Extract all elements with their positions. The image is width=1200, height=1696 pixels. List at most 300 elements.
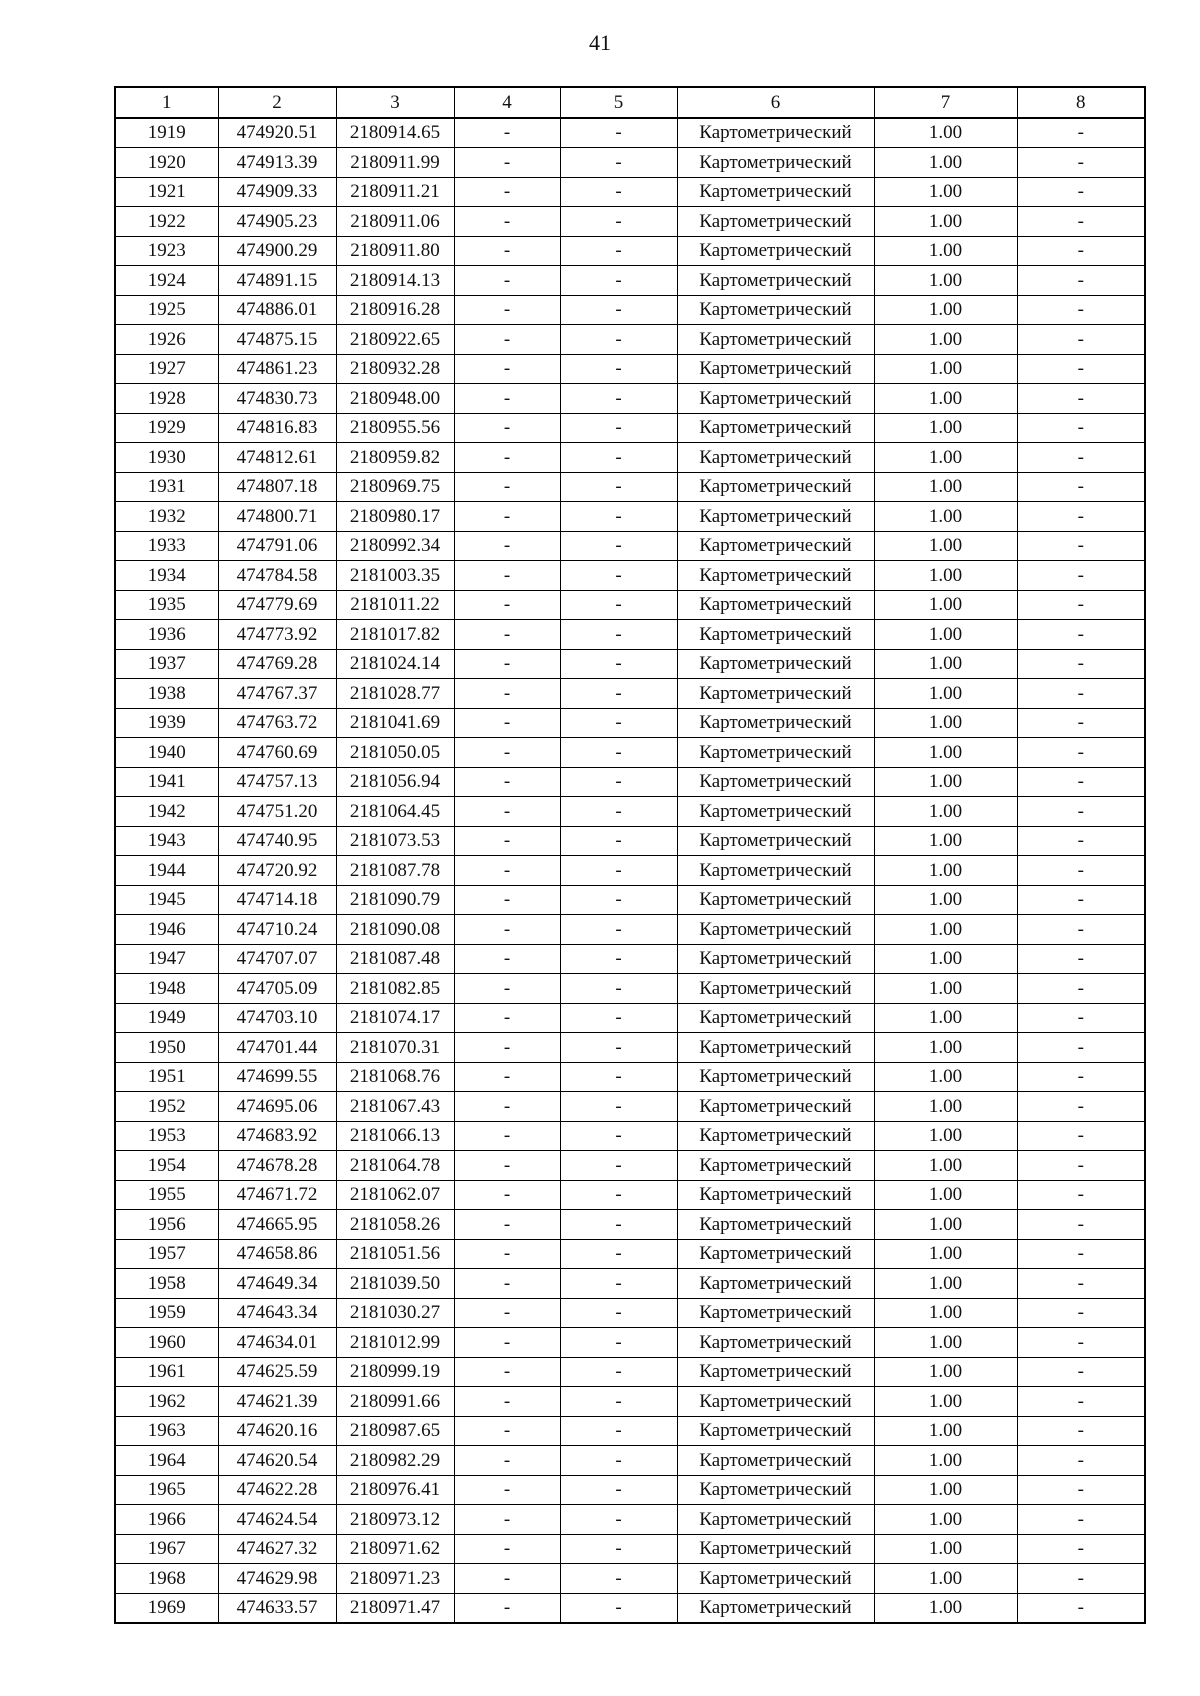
point-number-cell: 1922 xyxy=(115,207,218,237)
point-number-cell: 1948 xyxy=(115,974,218,1004)
table-row xyxy=(115,1003,1145,1033)
table-row xyxy=(115,118,1145,148)
col8-cell: - xyxy=(1017,1151,1145,1181)
page-number: 41 xyxy=(589,30,611,55)
col5-cell: - xyxy=(560,1062,677,1092)
point-number-cell: 1964 xyxy=(115,1446,218,1476)
y-coordinate-cell: 2180914.65 xyxy=(336,118,454,148)
x-coordinate-cell: 474701.44 xyxy=(218,1033,336,1063)
method-cell: Картометрический xyxy=(677,797,874,827)
y-coordinate-cell: 2181051.56 xyxy=(336,1239,454,1269)
point-number-cell: 1942 xyxy=(115,797,218,827)
table-row xyxy=(115,295,1145,325)
x-coordinate-cell: 474710.24 xyxy=(218,915,336,945)
y-coordinate-cell: 2181028.77 xyxy=(336,679,454,709)
x-coordinate-cell: 474678.28 xyxy=(218,1151,336,1181)
col8-cell: - xyxy=(1017,915,1145,945)
accuracy-cell: 1.00 xyxy=(874,649,1017,679)
accuracy-cell: 1.00 xyxy=(874,354,1017,384)
col8-cell: - xyxy=(1017,679,1145,709)
col8-cell: - xyxy=(1017,531,1145,561)
col8-cell: - xyxy=(1017,620,1145,650)
point-number-cell: 1919 xyxy=(115,118,218,148)
y-coordinate-cell: 2180911.21 xyxy=(336,177,454,207)
col5-cell: - xyxy=(560,384,677,414)
method-cell: Картометрический xyxy=(677,472,874,502)
accuracy-cell: 1.00 xyxy=(874,679,1017,709)
method-cell: Картометрический xyxy=(677,207,874,237)
col5-cell: - xyxy=(560,708,677,738)
accuracy-cell: 1.00 xyxy=(874,1269,1017,1299)
y-coordinate-cell: 2181087.48 xyxy=(336,944,454,974)
method-cell: Картометрический xyxy=(677,502,874,532)
col4-cell: - xyxy=(454,679,560,709)
table-row xyxy=(115,915,1145,945)
accuracy-cell: 1.00 xyxy=(874,974,1017,1004)
table-row xyxy=(115,1269,1145,1299)
col4-cell: - xyxy=(454,561,560,591)
accuracy-cell: 1.00 xyxy=(874,1446,1017,1476)
accuracy-cell: 1.00 xyxy=(874,502,1017,532)
table-row xyxy=(115,1357,1145,1387)
point-number-cell: 1947 xyxy=(115,944,218,974)
table-row xyxy=(115,1239,1145,1269)
x-coordinate-cell: 474671.72 xyxy=(218,1180,336,1210)
point-number-cell: 1968 xyxy=(115,1564,218,1594)
col5-cell: - xyxy=(560,1180,677,1210)
accuracy-cell: 1.00 xyxy=(874,708,1017,738)
x-coordinate-cell: 474760.69 xyxy=(218,738,336,768)
table-row xyxy=(115,1564,1145,1594)
accuracy-cell: 1.00 xyxy=(874,177,1017,207)
point-number-cell: 1959 xyxy=(115,1298,218,1328)
col4-cell: - xyxy=(454,1239,560,1269)
point-number-cell: 1928 xyxy=(115,384,218,414)
col8-cell: - xyxy=(1017,266,1145,296)
method-cell: Картометрический xyxy=(677,443,874,473)
table-row xyxy=(115,1298,1145,1328)
accuracy-cell: 1.00 xyxy=(874,1593,1017,1623)
table-row xyxy=(115,502,1145,532)
col4-cell: - xyxy=(454,413,560,443)
point-number-cell: 1939 xyxy=(115,708,218,738)
method-cell: Картометрический xyxy=(677,915,874,945)
accuracy-cell: 1.00 xyxy=(874,561,1017,591)
table-row xyxy=(115,325,1145,355)
accuracy-cell: 1.00 xyxy=(874,590,1017,620)
col5-cell: - xyxy=(560,1298,677,1328)
col8-cell: - xyxy=(1017,1475,1145,1505)
col8-cell: - xyxy=(1017,1121,1145,1151)
method-cell: Картометрический xyxy=(677,1121,874,1151)
x-coordinate-cell: 474707.07 xyxy=(218,944,336,974)
method-cell: Картометрический xyxy=(677,767,874,797)
col8-cell: - xyxy=(1017,738,1145,768)
table-row xyxy=(115,1505,1145,1535)
col5-cell: - xyxy=(560,649,677,679)
point-number-cell: 1944 xyxy=(115,856,218,886)
col4-cell: - xyxy=(454,915,560,945)
col8-cell: - xyxy=(1017,590,1145,620)
y-coordinate-cell: 2181068.76 xyxy=(336,1062,454,1092)
col4-cell: - xyxy=(454,1092,560,1122)
x-coordinate-cell: 474665.95 xyxy=(218,1210,336,1240)
col5-cell: - xyxy=(560,502,677,532)
method-cell: Картометрический xyxy=(677,561,874,591)
col5-cell: - xyxy=(560,1239,677,1269)
accuracy-cell: 1.00 xyxy=(874,738,1017,768)
point-number-cell: 1927 xyxy=(115,354,218,384)
y-coordinate-cell: 2181011.22 xyxy=(336,590,454,620)
col4-cell: - xyxy=(454,1121,560,1151)
method-cell: Картометрический xyxy=(677,1062,874,1092)
y-coordinate-cell: 2181024.14 xyxy=(336,649,454,679)
table-body xyxy=(115,118,1145,1624)
col4-cell: - xyxy=(454,1003,560,1033)
x-coordinate-cell: 474699.55 xyxy=(218,1062,336,1092)
point-number-cell: 1931 xyxy=(115,472,218,502)
col5-cell: - xyxy=(560,1033,677,1063)
col8-cell: - xyxy=(1017,236,1145,266)
accuracy-cell: 1.00 xyxy=(874,915,1017,945)
point-number-cell: 1952 xyxy=(115,1092,218,1122)
table-row xyxy=(115,443,1145,473)
method-cell: Картометрический xyxy=(677,590,874,620)
accuracy-cell: 1.00 xyxy=(874,1121,1017,1151)
accuracy-cell: 1.00 xyxy=(874,944,1017,974)
point-number-cell: 1957 xyxy=(115,1239,218,1269)
col8-cell: - xyxy=(1017,885,1145,915)
x-coordinate-cell: 474740.95 xyxy=(218,826,336,856)
table-row xyxy=(115,738,1145,768)
point-number-cell: 1936 xyxy=(115,620,218,650)
table-row xyxy=(115,1593,1145,1623)
accuracy-cell: 1.00 xyxy=(874,384,1017,414)
col8-cell: - xyxy=(1017,1180,1145,1210)
point-number-cell: 1924 xyxy=(115,266,218,296)
method-cell: Картометрический xyxy=(677,974,874,1004)
method-cell: Картометрический xyxy=(677,1534,874,1564)
accuracy-cell: 1.00 xyxy=(874,472,1017,502)
col4-cell: - xyxy=(454,826,560,856)
method-cell: Картометрический xyxy=(677,384,874,414)
accuracy-cell: 1.00 xyxy=(874,266,1017,296)
col8-cell: - xyxy=(1017,413,1145,443)
point-number-cell: 1938 xyxy=(115,679,218,709)
table-row xyxy=(115,236,1145,266)
x-coordinate-cell: 474816.83 xyxy=(218,413,336,443)
method-cell: Картометрический xyxy=(677,295,874,325)
x-coordinate-cell: 474920.51 xyxy=(218,118,336,148)
col4-cell: - xyxy=(454,177,560,207)
point-number-cell: 1943 xyxy=(115,826,218,856)
col5-cell: - xyxy=(560,738,677,768)
col4-cell: - xyxy=(454,590,560,620)
table-row xyxy=(115,856,1145,886)
table-row xyxy=(115,1387,1145,1417)
method-cell: Картометрический xyxy=(677,118,874,148)
point-number-cell: 1946 xyxy=(115,915,218,945)
x-coordinate-cell: 474695.06 xyxy=(218,1092,336,1122)
col8-cell: - xyxy=(1017,1033,1145,1063)
accuracy-cell: 1.00 xyxy=(874,1534,1017,1564)
y-coordinate-cell: 2180922.65 xyxy=(336,325,454,355)
point-number-cell: 1956 xyxy=(115,1210,218,1240)
table-row xyxy=(115,148,1145,178)
col4-cell: - xyxy=(454,708,560,738)
col5-cell: - xyxy=(560,413,677,443)
col5-cell: - xyxy=(560,915,677,945)
col8-cell: - xyxy=(1017,354,1145,384)
method-cell: Картометрический xyxy=(677,1564,874,1594)
col5-cell: - xyxy=(560,1092,677,1122)
col8-cell: - xyxy=(1017,472,1145,502)
x-coordinate-cell: 474905.23 xyxy=(218,207,336,237)
col4-cell: - xyxy=(454,118,560,148)
y-coordinate-cell: 2180971.62 xyxy=(336,1534,454,1564)
method-cell: Картометрический xyxy=(677,1328,874,1358)
col5-cell: - xyxy=(560,1387,677,1417)
table-row xyxy=(115,354,1145,384)
method-cell: Картометрический xyxy=(677,531,874,561)
method-cell: Картометрический xyxy=(677,1446,874,1476)
accuracy-cell: 1.00 xyxy=(874,856,1017,886)
x-coordinate-cell: 474757.13 xyxy=(218,767,336,797)
col8-cell: - xyxy=(1017,974,1145,1004)
col8-cell: - xyxy=(1017,1564,1145,1594)
y-coordinate-cell: 2181064.78 xyxy=(336,1151,454,1181)
col5-cell: - xyxy=(560,1269,677,1299)
accuracy-cell: 1.00 xyxy=(874,620,1017,650)
col5-cell: - xyxy=(560,797,677,827)
column-header: 8 xyxy=(1017,87,1145,118)
col4-cell: - xyxy=(454,1033,560,1063)
col8-cell: - xyxy=(1017,1003,1145,1033)
col8-cell: - xyxy=(1017,1092,1145,1122)
accuracy-cell: 1.00 xyxy=(874,1092,1017,1122)
table-row xyxy=(115,1180,1145,1210)
col8-cell: - xyxy=(1017,708,1145,738)
point-number-cell: 1920 xyxy=(115,148,218,178)
table-row xyxy=(115,944,1145,974)
method-cell: Картометрический xyxy=(677,148,874,178)
table-row xyxy=(115,679,1145,709)
col4-cell: - xyxy=(454,1298,560,1328)
col8-cell: - xyxy=(1017,767,1145,797)
y-coordinate-cell: 2180932.28 xyxy=(336,354,454,384)
col5-cell: - xyxy=(560,148,677,178)
col5-cell: - xyxy=(560,826,677,856)
table-row xyxy=(115,1092,1145,1122)
col5-cell: - xyxy=(560,620,677,650)
table-row xyxy=(115,1475,1145,1505)
col4-cell: - xyxy=(454,1062,560,1092)
point-number-cell: 1933 xyxy=(115,531,218,561)
col8-cell: - xyxy=(1017,649,1145,679)
y-coordinate-cell: 2181062.07 xyxy=(336,1180,454,1210)
col4-cell: - xyxy=(454,1210,560,1240)
col5-cell: - xyxy=(560,177,677,207)
point-number-cell: 1955 xyxy=(115,1180,218,1210)
table-row xyxy=(115,177,1145,207)
col8-cell: - xyxy=(1017,1269,1145,1299)
col8-cell: - xyxy=(1017,1505,1145,1535)
method-cell: Картометрический xyxy=(677,1475,874,1505)
table-row xyxy=(115,561,1145,591)
x-coordinate-cell: 474649.34 xyxy=(218,1269,336,1299)
y-coordinate-cell: 2180992.34 xyxy=(336,531,454,561)
col4-cell: - xyxy=(454,1534,560,1564)
col4-cell: - xyxy=(454,1151,560,1181)
col5-cell: - xyxy=(560,1505,677,1535)
method-cell: Картометрический xyxy=(677,826,874,856)
point-number-cell: 1929 xyxy=(115,413,218,443)
col8-cell: - xyxy=(1017,1210,1145,1240)
y-coordinate-cell: 2181073.53 xyxy=(336,826,454,856)
x-coordinate-cell: 474773.92 xyxy=(218,620,336,650)
point-number-cell: 1925 xyxy=(115,295,218,325)
table-row xyxy=(115,1416,1145,1446)
col8-cell: - xyxy=(1017,856,1145,886)
x-coordinate-cell: 474784.58 xyxy=(218,561,336,591)
point-number-cell: 1958 xyxy=(115,1269,218,1299)
col5-cell: - xyxy=(560,974,677,1004)
method-cell: Картометрический xyxy=(677,1092,874,1122)
point-number-cell: 1923 xyxy=(115,236,218,266)
accuracy-cell: 1.00 xyxy=(874,797,1017,827)
method-cell: Картометрический xyxy=(677,1239,874,1269)
col4-cell: - xyxy=(454,1180,560,1210)
col5-cell: - xyxy=(560,1593,677,1623)
y-coordinate-cell: 2181041.69 xyxy=(336,708,454,738)
method-cell: Картометрический xyxy=(677,649,874,679)
accuracy-cell: 1.00 xyxy=(874,826,1017,856)
x-coordinate-cell: 474621.39 xyxy=(218,1387,336,1417)
col5-cell: - xyxy=(560,472,677,502)
y-coordinate-cell: 2180973.12 xyxy=(336,1505,454,1535)
method-cell: Картометрический xyxy=(677,1003,874,1033)
point-number-cell: 1954 xyxy=(115,1151,218,1181)
col4-cell: - xyxy=(454,1564,560,1594)
accuracy-cell: 1.00 xyxy=(874,1564,1017,1594)
method-cell: Картометрический xyxy=(677,354,874,384)
y-coordinate-cell: 2180911.06 xyxy=(336,207,454,237)
accuracy-cell: 1.00 xyxy=(874,885,1017,915)
col4-cell: - xyxy=(454,207,560,237)
y-coordinate-cell: 2180948.00 xyxy=(336,384,454,414)
table-row xyxy=(115,590,1145,620)
col8-cell: - xyxy=(1017,561,1145,591)
y-coordinate-cell: 2180971.23 xyxy=(336,1564,454,1594)
y-coordinate-cell: 2181039.50 xyxy=(336,1269,454,1299)
point-number-cell: 1963 xyxy=(115,1416,218,1446)
col4-cell: - xyxy=(454,1593,560,1623)
col5-cell: - xyxy=(560,207,677,237)
method-cell: Картометрический xyxy=(677,1210,874,1240)
col4-cell: - xyxy=(454,325,560,355)
method-cell: Картометрический xyxy=(677,325,874,355)
accuracy-cell: 1.00 xyxy=(874,118,1017,148)
col8-cell: - xyxy=(1017,1328,1145,1358)
col5-cell: - xyxy=(560,1210,677,1240)
y-coordinate-cell: 2181070.31 xyxy=(336,1033,454,1063)
table-row xyxy=(115,472,1145,502)
accuracy-cell: 1.00 xyxy=(874,148,1017,178)
method-cell: Картометрический xyxy=(677,1033,874,1063)
table-row xyxy=(115,649,1145,679)
accuracy-cell: 1.00 xyxy=(874,207,1017,237)
y-coordinate-cell: 2181030.27 xyxy=(336,1298,454,1328)
x-coordinate-cell: 474633.57 xyxy=(218,1593,336,1623)
col8-cell: - xyxy=(1017,1387,1145,1417)
col4-cell: - xyxy=(454,266,560,296)
column-header: 1 xyxy=(115,87,218,118)
table-row xyxy=(115,826,1145,856)
y-coordinate-cell: 2180999.19 xyxy=(336,1357,454,1387)
accuracy-cell: 1.00 xyxy=(874,1387,1017,1417)
x-coordinate-cell: 474714.18 xyxy=(218,885,336,915)
col4-cell: - xyxy=(454,856,560,886)
x-coordinate-cell: 474812.61 xyxy=(218,443,336,473)
col4-cell: - xyxy=(454,1416,560,1446)
accuracy-cell: 1.00 xyxy=(874,1328,1017,1358)
col8-cell: - xyxy=(1017,443,1145,473)
y-coordinate-cell: 2180911.80 xyxy=(336,236,454,266)
accuracy-cell: 1.00 xyxy=(874,1298,1017,1328)
method-cell: Картометрический xyxy=(677,1357,874,1387)
table-row xyxy=(115,620,1145,650)
col4-cell: - xyxy=(454,797,560,827)
y-coordinate-cell: 2181087.78 xyxy=(336,856,454,886)
point-number-cell: 1945 xyxy=(115,885,218,915)
col8-cell: - xyxy=(1017,295,1145,325)
y-coordinate-cell: 2181090.08 xyxy=(336,915,454,945)
x-coordinate-cell: 474620.16 xyxy=(218,1416,336,1446)
col4-cell: - xyxy=(454,354,560,384)
method-cell: Картометрический xyxy=(677,856,874,886)
col4-cell: - xyxy=(454,649,560,679)
accuracy-cell: 1.00 xyxy=(874,295,1017,325)
column-header: 4 xyxy=(454,87,560,118)
col4-cell: - xyxy=(454,974,560,1004)
col5-cell: - xyxy=(560,325,677,355)
y-coordinate-cell: 2181074.17 xyxy=(336,1003,454,1033)
col5-cell: - xyxy=(560,1475,677,1505)
column-header: 5 xyxy=(560,87,677,118)
col5-cell: - xyxy=(560,1564,677,1594)
y-coordinate-cell: 2180982.29 xyxy=(336,1446,454,1476)
accuracy-cell: 1.00 xyxy=(874,1475,1017,1505)
point-number-cell: 1960 xyxy=(115,1328,218,1358)
col5-cell: - xyxy=(560,767,677,797)
x-coordinate-cell: 474629.98 xyxy=(218,1564,336,1594)
col8-cell: - xyxy=(1017,1416,1145,1446)
col5-cell: - xyxy=(560,266,677,296)
table-row xyxy=(115,1446,1145,1476)
method-cell: Картометрический xyxy=(677,266,874,296)
point-number-cell: 1962 xyxy=(115,1387,218,1417)
x-coordinate-cell: 474830.73 xyxy=(218,384,336,414)
y-coordinate-cell: 2181082.85 xyxy=(336,974,454,1004)
y-coordinate-cell: 2181003.35 xyxy=(336,561,454,591)
x-coordinate-cell: 474913.39 xyxy=(218,148,336,178)
y-coordinate-cell: 2180916.28 xyxy=(336,295,454,325)
col4-cell: - xyxy=(454,531,560,561)
method-cell: Картометрический xyxy=(677,1269,874,1299)
point-number-cell: 1941 xyxy=(115,767,218,797)
point-number-cell: 1937 xyxy=(115,649,218,679)
col5-cell: - xyxy=(560,590,677,620)
